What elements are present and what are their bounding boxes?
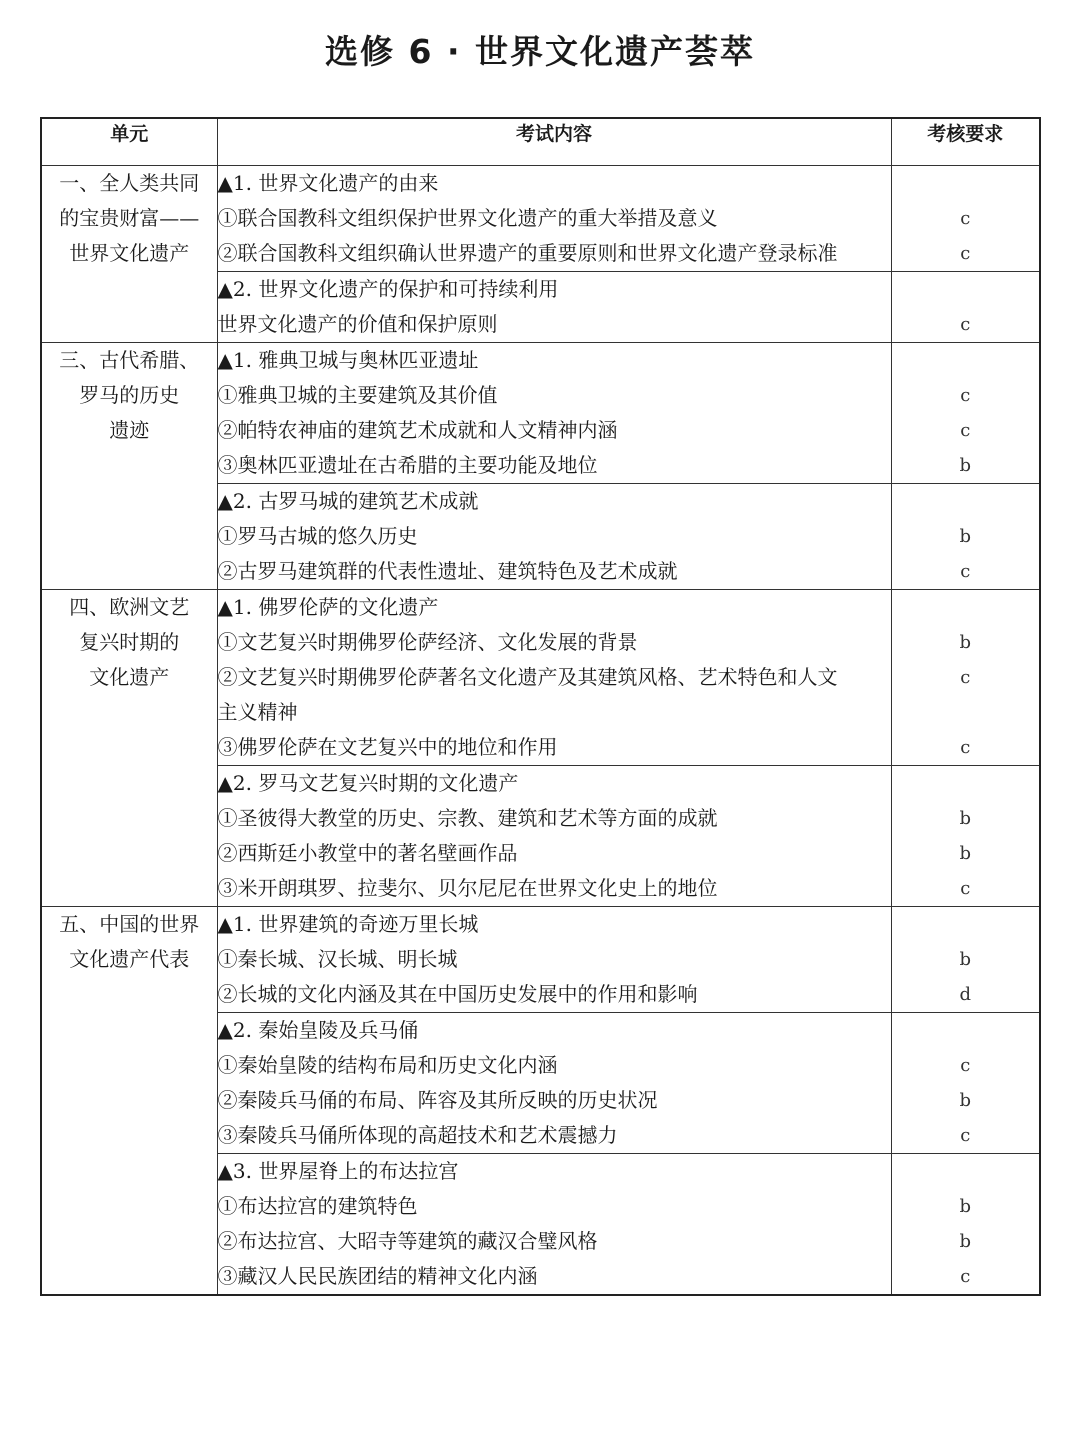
unit-name-line: 文化遗产代表 [69, 947, 190, 971]
requirement-cell [891, 272, 1040, 343]
content-item: ①文艺复兴时期佛罗伦萨经济、文化发展的背景 [217, 630, 638, 654]
header-requirement: 考核要求 [891, 118, 1040, 166]
requirement-cell [891, 1013, 1040, 1154]
unit-name-line: 一、全人类共同 [59, 171, 200, 195]
requirement-level: c [960, 314, 971, 335]
topic-heading: ▲1. 世界文化遗产的由来 [217, 171, 439, 195]
header-content: 考试内容 [217, 118, 891, 166]
requirement-level: c [960, 385, 971, 406]
content-cell [217, 907, 891, 1013]
requirement-level [892, 766, 1040, 801]
content-cell [217, 766, 891, 907]
requirement-level: b [959, 1231, 972, 1252]
content-item: ①联合国教科文组织保护世界文化遗产的重大举措及意义 [217, 206, 718, 230]
topic-heading: ▲1. 雅典卫城与奥林匹亚遗址 [217, 348, 479, 372]
content-item: 主义精神 [217, 700, 298, 724]
content-item: ①秦始皇陵的结构布局和历史文化内涵 [217, 1053, 558, 1077]
requirement-level: b [959, 808, 972, 829]
requirement-level: c [960, 561, 971, 582]
requirement-level [892, 1013, 1040, 1048]
table-row [41, 166, 1040, 272]
requirement-level: b [959, 949, 972, 970]
requirement-level: c [960, 1055, 971, 1076]
requirement-cell [891, 166, 1040, 272]
content-cell [217, 166, 891, 272]
content-item: ③佛罗伦萨在文艺复兴中的地位和作用 [217, 735, 558, 759]
requirement-level: b [959, 843, 972, 864]
unit-name-line: 的宝贵财富—— [59, 206, 200, 230]
requirement-level [892, 272, 1040, 307]
unit-cell [41, 590, 217, 907]
table-body [41, 166, 1040, 1296]
topic-heading: ▲1. 世界建筑的奇迹万里长城 [217, 912, 479, 936]
content-item: ①圣彼得大教堂的历史、宗教、建筑和艺术等方面的成就 [217, 806, 718, 830]
requirement-level [892, 1154, 1040, 1189]
content-item: ①秦长城、汉长城、明长城 [217, 947, 458, 971]
table-header-row [41, 118, 1040, 166]
content-item: ②西斯廷小教堂中的著名壁画作品 [217, 841, 518, 865]
requirement-cell [891, 1154, 1040, 1296]
requirement-level: b [959, 1090, 972, 1111]
content-cell [217, 343, 891, 484]
unit-cell [41, 166, 217, 343]
table-row [41, 907, 1040, 1013]
content-cell [217, 272, 891, 343]
requirement-cell [891, 484, 1040, 590]
content-item: ②帕特农神庙的建筑艺术成就和人文精神内涵 [217, 418, 618, 442]
content-item: ②联合国教科文组织确认世界遗产的重要原则和世界文化遗产登录标准 [217, 241, 838, 265]
unit-cell [41, 343, 217, 590]
requirement-level: c [960, 1125, 971, 1146]
requirement-level: c [960, 243, 971, 264]
requirement-level: b [959, 1196, 972, 1217]
content-item: ①布达拉宫的建筑特色 [217, 1194, 418, 1218]
content-cell [217, 1154, 891, 1296]
content-item: ①雅典卫城的主要建筑及其价值 [217, 383, 498, 407]
requirement-level: c [960, 1266, 971, 1287]
unit-name-line: 世界文化遗产 [69, 241, 190, 265]
content-item: 世界文化遗产的价值和保护原则 [217, 312, 498, 336]
content-item: ③秦陵兵马俑所体现的高超技术和艺术震撼力 [217, 1123, 618, 1147]
requirement-level [892, 484, 1040, 519]
requirement-cell [891, 590, 1040, 766]
content-item: ③米开朗琪罗、拉斐尔、贝尔尼尼在世界文化史上的地位 [217, 876, 718, 900]
requirement-level [892, 343, 1040, 378]
table-row [41, 590, 1040, 766]
topic-heading: ▲2. 世界文化遗产的保护和可持续利用 [217, 277, 559, 301]
requirement-level: c [960, 208, 971, 229]
content-item: ②秦陵兵马俑的布局、阵容及其所反映的历史状况 [217, 1088, 658, 1112]
page-title: 选修 6 · 世界文化遗产荟萃 [325, 32, 755, 71]
unit-name-line: 文化遗产 [89, 665, 170, 689]
unit-cell [41, 907, 217, 1296]
topic-heading: ▲1. 佛罗伦萨的文化遗产 [217, 595, 439, 619]
content-item: ①罗马古城的悠久历史 [217, 524, 418, 548]
content-item: ②布达拉宫、大昭寺等建筑的藏汉合璧风格 [217, 1229, 598, 1253]
unit-name-line: 罗马的历史 [79, 383, 180, 407]
requirement-level: b [959, 455, 972, 476]
header-unit: 单元 [41, 118, 217, 166]
topic-heading: ▲3. 世界屋脊上的布达拉宫 [217, 1159, 459, 1183]
syllabus-table [40, 117, 1041, 1296]
requirement-level: d [959, 984, 972, 1005]
requirement-level [892, 590, 1040, 625]
requirement-level: b [959, 526, 972, 547]
topic-heading: ▲2. 罗马文艺复兴时期的文化遗产 [217, 771, 519, 795]
unit-name-line: 遗迹 [109, 418, 150, 442]
requirement-cell [891, 907, 1040, 1013]
content-item: ③奥林匹亚遗址在古希腊的主要功能及地位 [217, 453, 598, 477]
unit-name-line: 四、欧洲文艺 [69, 595, 190, 619]
content-item: ②古罗马建筑群的代表性遗址、建筑特色及艺术成就 [217, 559, 678, 583]
table-row [41, 343, 1040, 484]
requirement-level: c [960, 667, 971, 688]
requirement-level [892, 166, 1040, 201]
requirement-level: b [959, 632, 972, 653]
requirement-cell [891, 343, 1040, 484]
requirement-level: c [960, 420, 971, 441]
content-item: ③藏汉人民民族团结的精神文化内涵 [217, 1264, 538, 1288]
topic-heading: ▲2. 秦始皇陵及兵马俑 [217, 1018, 419, 1042]
content-item: ②文艺复兴时期佛罗伦萨著名文化遗产及其建筑风格、艺术特色和人文 [217, 665, 838, 689]
content-item: ②长城的文化内涵及其在中国历史发展中的作用和影响 [217, 982, 698, 1006]
content-cell [217, 1013, 891, 1154]
unit-name-line: 五、中国的世界 [59, 912, 200, 936]
requirement-level [892, 907, 1040, 942]
topic-heading: ▲2. 古罗马城的建筑艺术成就 [217, 489, 479, 513]
requirement-cell [891, 766, 1040, 907]
content-cell [217, 484, 891, 590]
requirement-level [892, 695, 1040, 730]
requirement-level: c [960, 737, 971, 758]
unit-name-line: 复兴时期的 [79, 630, 180, 654]
requirement-level: c [960, 878, 971, 899]
unit-name-line: 三、古代希腊、 [59, 348, 200, 372]
content-cell [217, 590, 891, 766]
